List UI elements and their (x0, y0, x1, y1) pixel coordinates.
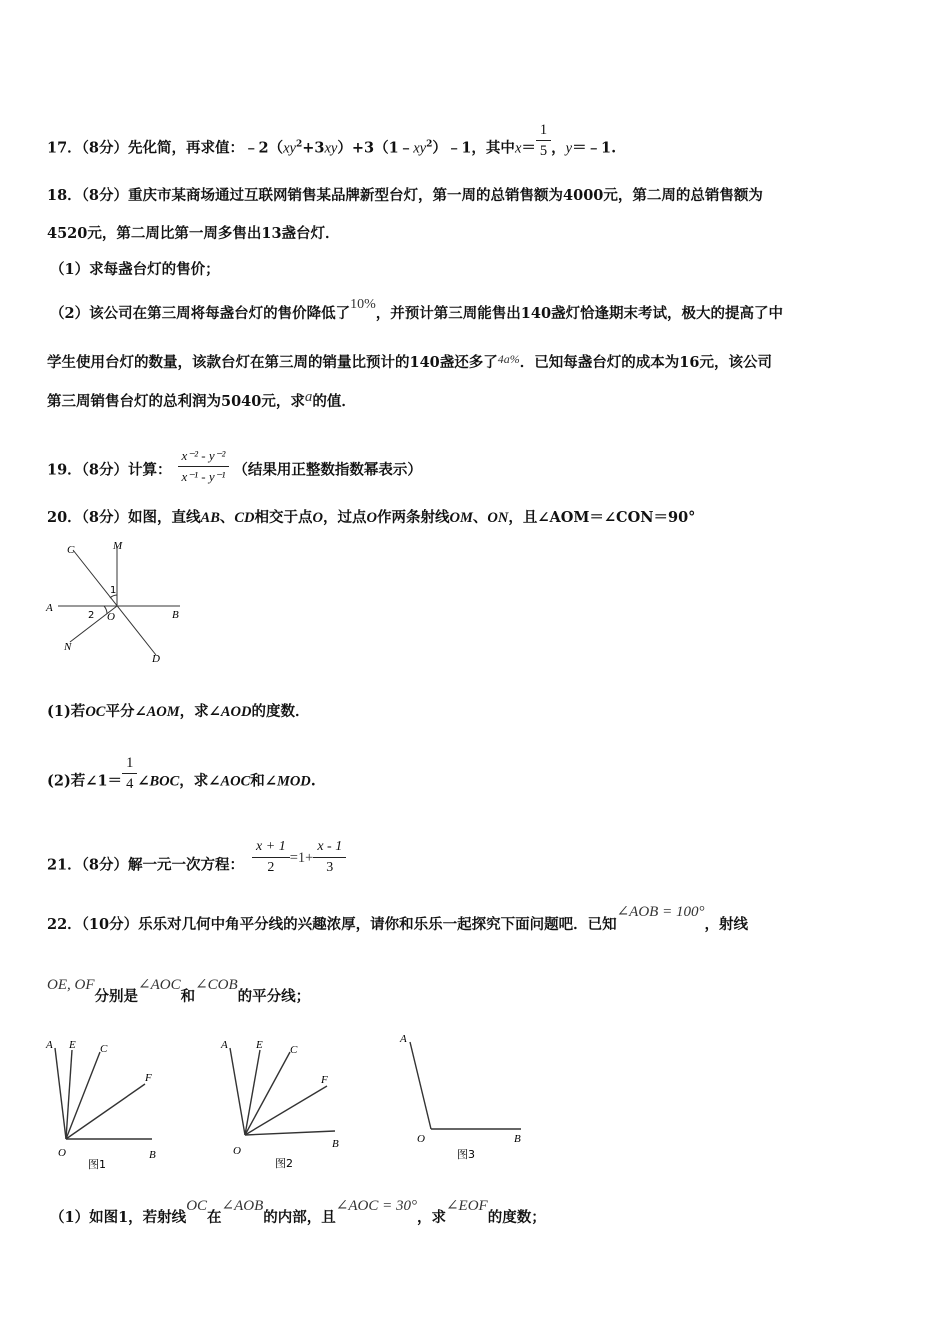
q20-text: 平分∠ (105, 703, 147, 720)
q19-fraction (178, 446, 230, 487)
q20-text: 的度数． (251, 703, 310, 720)
q20-text: ，过点 (323, 509, 367, 526)
rays-oe-of: OE, OF (47, 977, 95, 993)
q20-text: ，求∠ (179, 703, 221, 720)
q22-text: ，射线 (704, 916, 748, 933)
var-x: x (514, 140, 522, 157)
ray-on: ON (487, 510, 509, 526)
label-A: A (46, 1039, 53, 1051)
q20-text: ∠ (137, 772, 150, 790)
q20-text: . (310, 772, 316, 790)
q21-line (47, 839, 346, 886)
q17-text: ＝﹣1. (572, 139, 617, 157)
q18-text: 第三周销售台灯的总利润为5040元，求 (47, 393, 305, 410)
label-O: O (417, 1133, 425, 1145)
angle-aob-100: ∠AOB = 100° (616, 904, 705, 920)
angle-aob: ∠AOB (221, 1198, 264, 1214)
label-B: B (172, 609, 179, 621)
q18-text: ，并预计第三周能售出140盏灯恰逢期末考试，极大的提高了中 (375, 305, 784, 322)
q18-text: 的值． (312, 393, 356, 410)
ray-om: OM (449, 510, 473, 526)
angle-boc: BOC (149, 773, 180, 790)
q18-text: （2）该公司在第三周将每盏台灯的售价降低了 (50, 305, 351, 322)
q21-text: 21．（8分）解一元一次方程： (47, 856, 245, 874)
exp-2: 2 (426, 139, 433, 150)
exp-2: 2 (295, 139, 303, 150)
q22-text: ，求 (416, 1209, 446, 1226)
angle-aoc: ∠AOC (138, 977, 181, 993)
q22-text: 在 (207, 1209, 222, 1226)
label-1: 1 (110, 585, 117, 596)
label-O: O (107, 611, 115, 623)
caption-fig3: 图3 (457, 1148, 475, 1161)
pct-10: 10% (350, 297, 376, 312)
q17-text: ， (551, 139, 566, 157)
q19-text: （结果用正整数指数幂表示） (233, 461, 422, 479)
expr-xy: xy (324, 140, 338, 157)
q22-text: 分别是 (94, 988, 138, 1005)
caption-fig2: 图2 (275, 1157, 293, 1170)
q18-line4 (50, 297, 784, 325)
q21-fraction-left (252, 837, 290, 878)
q17-text: +3 (302, 139, 325, 157)
q22-figure-2 (215, 1034, 345, 1174)
q22-text: 的度数； (487, 1209, 546, 1226)
line-cd-shape (73, 550, 156, 655)
label-A: A (221, 1039, 228, 1051)
frac-num: x⁻² - y⁻² (178, 446, 230, 467)
q21-eq: =1+ (289, 849, 314, 866)
label-C: C (100, 1043, 108, 1055)
frac-den: 4 (122, 773, 137, 794)
var-a: a (304, 389, 313, 405)
angle-cob: ∠COB (195, 977, 238, 993)
expr-xy: xy (413, 140, 427, 157)
frac-den: 5 (536, 140, 551, 161)
point-o: O (312, 510, 324, 526)
frac-num: x - 1 (313, 837, 346, 858)
q21-fraction-right (313, 837, 346, 878)
q20-text: 作两条射线 (377, 509, 450, 526)
pct-4a: 4a% (497, 352, 520, 366)
label-D: D (152, 653, 160, 665)
fraction-1-5 (536, 120, 551, 161)
fraction-1-4 (122, 753, 137, 794)
q20-text: ，求∠ (179, 772, 221, 790)
q20-text: ，且∠AOM＝∠CON＝90° (508, 509, 696, 526)
q20-part2 (47, 755, 316, 802)
angle-aod: AOD (220, 704, 252, 720)
q18-text: 学生使用台灯的数量，该款台灯在第三周的销量比预计的140盏还多了 (47, 354, 498, 371)
label-F: F (145, 1072, 152, 1084)
q22-text: （1）如图1，若射线 (50, 1209, 187, 1226)
frac-num: 1 (539, 122, 548, 138)
frac-den: 2 (267, 860, 275, 875)
q17-text: ）﹣1，其中 (432, 139, 515, 157)
q22-figure-1 (40, 1034, 170, 1174)
label-B: B (514, 1133, 521, 1145)
label-2: 2 (88, 610, 95, 621)
label-B: B (332, 1138, 339, 1150)
line-cd: CD (234, 510, 255, 526)
q20-text: 和∠ (250, 772, 277, 790)
q22-line2 (47, 977, 311, 1007)
frac-num: 1 (126, 755, 134, 771)
q17-line (47, 122, 617, 169)
angle-mod: MOD (276, 773, 311, 790)
label-F: F (321, 1074, 328, 1086)
frac-den: 3 (326, 860, 334, 875)
label-M: M (113, 540, 123, 552)
angle-aom: AOM (146, 704, 180, 720)
q22-text: 的内部，且 (263, 1209, 336, 1226)
q22-part1 (50, 1198, 546, 1228)
label-N: N (64, 641, 72, 653)
angle-aoc-30: ∠AOC = 30° (335, 1198, 417, 1214)
label-E: E (256, 1039, 263, 1051)
q17-text: ）+3（1﹣ (337, 139, 414, 157)
q20-text: (1)若 (47, 703, 86, 720)
q20-figure (40, 538, 200, 668)
label-O: O (58, 1147, 66, 1159)
label-A: A (400, 1033, 407, 1045)
line-ab: AB (200, 510, 220, 526)
q20-text: 20．（8分）如图，直线 (47, 509, 201, 526)
q22-text: 22．（10分）乐乐对几何中角平分线的兴趣浓厚，请你和乐乐一起探究下面问题吧．已知 (47, 916, 617, 933)
q22-figure-3 (395, 1028, 535, 1168)
q20-text: 、 (219, 509, 235, 526)
q20-text: 、 (472, 509, 488, 526)
q17-text: 17．（8分）先化简，再求值：﹣2（ (47, 139, 284, 157)
frac-num: x + 1 (252, 837, 290, 858)
q22-text: 的平分线； (237, 988, 311, 1005)
ray-oc: OC (85, 704, 106, 720)
point-o: O (366, 510, 377, 526)
q20-part1 (47, 702, 309, 722)
q18-line1: 18．（8分）重庆市某商场通过互联网销售某品牌新型台灯，第一周的总销售额为4000元，第二周的总销售额为 (47, 187, 763, 204)
q20-line (47, 508, 695, 528)
q19-text: 19．（8分）计算： (47, 461, 172, 479)
label-A: A (46, 602, 53, 614)
q20-text: 相交于点 (254, 509, 313, 526)
q20-text: (2)若∠1＝ (47, 772, 123, 790)
q18-line3: （1）求每盏台灯的售价； (50, 261, 220, 278)
ray-oc: OC (186, 1198, 208, 1214)
angle-eof: ∠EOF (445, 1198, 488, 1214)
label-C: C (290, 1044, 298, 1056)
q18-line6 (47, 389, 356, 412)
caption-fig1: 图1 (88, 1158, 106, 1171)
q17-text: ＝ (521, 139, 536, 157)
label-C: C (67, 544, 75, 556)
expr-xy: xy (283, 140, 296, 157)
frac-den: x⁻¹ - y⁻¹ (181, 469, 226, 484)
angle-aoc: AOC (220, 773, 251, 790)
label-O: O (233, 1145, 241, 1157)
q18-line5 (47, 353, 772, 373)
q18-text: ．已知每盏台灯的成本为16元，该公司 (519, 354, 772, 371)
q18-line2: 4520元，第二周比第一周多售出13盏台灯． (47, 225, 340, 242)
label-E: E (69, 1039, 76, 1051)
var-y: y (565, 140, 573, 157)
label-B: B (149, 1149, 156, 1161)
q19-line (47, 450, 422, 491)
q22-text: 和 (180, 988, 196, 1005)
q22-line1 (47, 904, 748, 935)
